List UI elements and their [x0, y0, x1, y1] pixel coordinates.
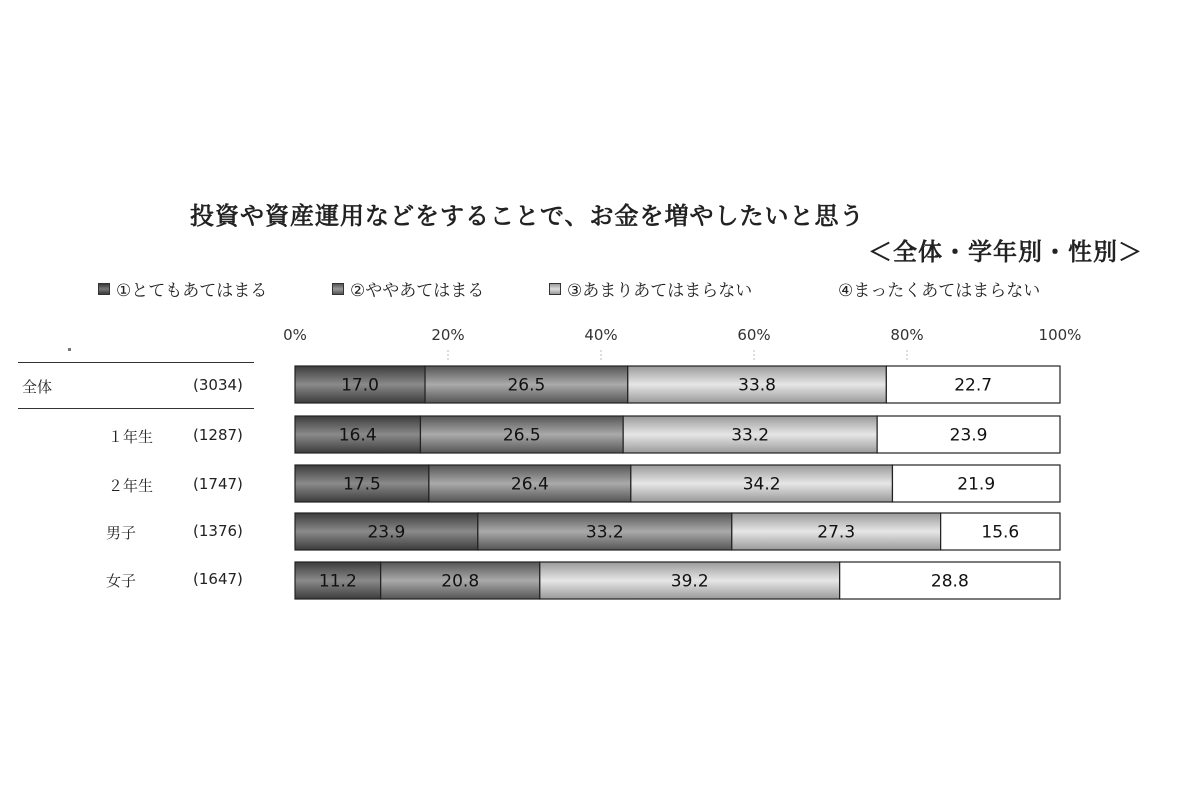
- bar-value-label: 26.4: [510, 474, 549, 495]
- bar-value-label: 26.5: [507, 375, 546, 396]
- row-label-male: 男子: [106, 524, 137, 542]
- bar-value-label: 33.2: [731, 425, 770, 446]
- legend-label-3: ③あまりあてはまらない: [567, 281, 753, 301]
- chart-title: 投資や資産運用などをすることで、お金を増やしたいと思う: [190, 202, 865, 230]
- bar-value-label: 22.7: [954, 375, 993, 396]
- legend-label-2: ②ややあてはまる: [350, 281, 485, 301]
- x-tick-label: 80%: [890, 326, 924, 344]
- row-label-grade1: １年生: [108, 428, 154, 446]
- legend-label-4: ④まったくあてはまらない: [838, 281, 1041, 301]
- row-label-female: 女子: [106, 572, 137, 590]
- bar-value-label: 21.9: [957, 474, 996, 495]
- row-n-grade2: (1747): [193, 475, 243, 493]
- bar-value-label: 15.6: [981, 522, 1020, 543]
- bar-value-label: 16.4: [338, 425, 377, 446]
- row-label-total: 全体: [22, 378, 53, 396]
- bar-value-label: 33.2: [585, 522, 624, 543]
- bar-value-label: 11.2: [318, 571, 357, 592]
- chart-subtitle: ＜全体・学年別・性別＞: [868, 238, 1143, 266]
- x-tick-label: 20%: [431, 326, 465, 344]
- x-tick-label: 60%: [737, 326, 771, 344]
- bar-value-label: 17.5: [343, 474, 381, 495]
- x-tick-label: 40%: [584, 326, 618, 344]
- row-n-total: (3034): [193, 376, 243, 394]
- bar-value-label: 17.0: [341, 375, 379, 396]
- row-n-male: (1376): [193, 522, 243, 540]
- bar-value-label: 33.8: [738, 375, 776, 396]
- x-tick-label: 0%: [283, 326, 307, 344]
- row-n-female: (1647): [193, 570, 243, 588]
- row-label-grade2: ２年生: [108, 477, 154, 495]
- legend-label-1: ①とてもあてはまる: [116, 281, 268, 301]
- bar-value-label: 26.5: [502, 425, 541, 446]
- bar-value-label: 23.9: [367, 522, 406, 543]
- bar-value-label: 27.3: [817, 522, 856, 543]
- row-n-grade1: (1287): [193, 426, 243, 444]
- x-tick-label: 100%: [1038, 326, 1082, 344]
- bar-value-label: 28.8: [930, 571, 969, 592]
- bar-value-label: 34.2: [742, 474, 781, 495]
- bar-value-label: 20.8: [441, 571, 480, 592]
- bar-value-label: 23.9: [949, 425, 988, 446]
- bar-value-label: 39.2: [670, 571, 709, 592]
